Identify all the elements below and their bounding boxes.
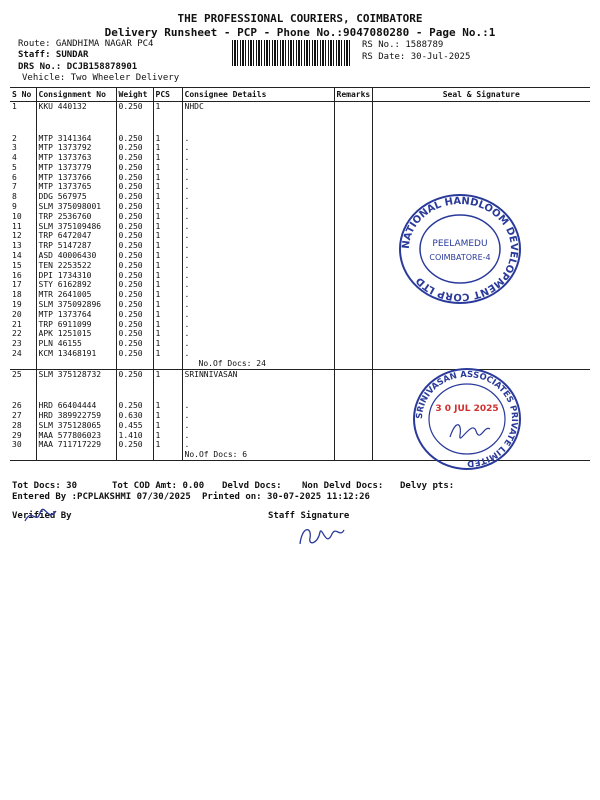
seal-center-line2: COIMBATORE-4 [429,253,491,262]
consignment-cell: SLM 375098001 [36,202,116,212]
table-row [10,173,590,183]
sno-cell: 3 [12,143,17,153]
sno-cell: 1 [12,102,17,111]
weight-cell: 0.250 [116,320,153,330]
seal-cell [372,173,590,183]
sno-cell: 29 [12,430,22,440]
consignment-cell: MTP 1373792 [36,143,116,153]
seal-cell [372,102,590,134]
consignment-cell: APK 1251015 [36,329,116,339]
sno-cell: 22 [12,329,22,339]
remarks-cell [334,329,372,339]
sno-cell: 4 [12,153,17,163]
consignment-cell: KCM 13468191 [36,349,116,359]
seal-cell [372,329,590,339]
pcs-cell: 1 [153,271,182,281]
sno-cell: 27 [12,410,22,420]
weight-cell: 0.250 [116,251,153,261]
consignment-cell: KKU 440132 [36,102,116,134]
route-label: Route: GANDHIMA NAGAR PC4 [18,39,154,49]
nhdc-seal-stamp [395,190,525,308]
pcs-cell: 1 [153,173,182,183]
remarks-cell [334,251,372,261]
weight-cell: 0.250 [116,440,153,450]
pcs-cell: 1 [153,310,182,320]
consignee-cell: . [182,222,334,232]
pcs-cell: 1 [153,241,182,251]
consignee-cell: . [182,163,334,173]
pcs-cell: 1 [153,143,182,153]
consignment-cell: TEN 2253522 [36,261,116,271]
remarks-cell [334,261,372,271]
consignment-cell: DPI 1734310 [36,271,116,281]
stamp2-ring-text: SRINIVASAN ASSOCIATES PRIVATE LIMITED [414,369,520,469]
sno-cell: 19 [12,300,22,310]
seal-cell [372,349,590,359]
remarks-cell [334,339,372,349]
summary-blank-cell [116,359,153,369]
consignment-cell: HRD 389922759 [36,411,116,421]
remarks-cell [334,349,372,359]
non-delvd-docs: Non Delvd Docs: [302,481,384,491]
consignee-cell: . [182,173,334,183]
consignee-cell: . [182,290,334,300]
pcs-cell: 1 [153,261,182,271]
remarks-cell [334,173,372,183]
pcs-cell: 1 [153,182,182,192]
remarks-cell [334,182,372,192]
consignee-cell: . [182,271,334,281]
staff-signature [296,522,348,550]
sno-cell: 2 [12,133,17,143]
drs-label: DRS No.: DCJB158878901 [18,62,138,72]
consignee-cell: . [182,440,334,450]
sno-cell: 10 [12,211,22,221]
sno-cell: 12 [12,231,22,241]
weight-cell: 0.250 [116,134,153,144]
pcs-cell: 1 [153,411,182,421]
sno-cell: 23 [12,339,22,349]
consignee-cell: . [182,241,334,251]
col-remarks: Remarks [334,88,372,102]
delvy-pts: Delvy pts: [400,481,455,491]
consignee-cell: . [182,310,334,320]
pcs-cell: 1 [153,280,182,290]
col-sno: S No [10,88,36,102]
sno-cell: 18 [12,290,22,300]
weight-cell: 0.250 [116,102,153,134]
pcs-cell: 1 [153,231,182,241]
table-row [10,349,590,359]
weight-cell: 0.250 [116,143,153,153]
consignee-cell: . [182,231,334,241]
weight-cell: 0.250 [116,173,153,183]
consignee-cell: . [182,349,334,359]
consignee-cell: NHDC [182,102,334,134]
seal-cell [372,163,590,173]
seal-ring-text: NATIONAL HANDLOOM DEVELOPMENT CORP LTD [400,195,520,303]
consignment-cell: MTR 2641005 [36,290,116,300]
consignee-cell: . [182,261,334,271]
summary-blank-cell [334,450,372,460]
remarks-cell [334,222,372,232]
weight-cell: 0.250 [116,329,153,339]
weight-cell: 0.250 [116,271,153,281]
remarks-cell [334,411,372,421]
weight-cell: 0.250 [116,401,153,411]
weight-cell: 0.250 [116,163,153,173]
sno-cell: 5 [12,162,17,172]
consignee-cell: . [182,143,334,153]
seal-center-line1: PEELAMEDU [432,239,488,249]
rs-date-label: RS Date: 30-Jul-2025 [362,52,471,62]
consignment-cell: MAA 711717229 [36,440,116,450]
consignment-cell: SLM 375092896 [36,300,116,310]
remarks-cell [334,320,372,330]
weight-cell: 0.455 [116,421,153,431]
consignment-cell: MTP 1373765 [36,182,116,192]
table-row [10,339,590,349]
consignment-cell: HRD 66404444 [36,401,116,411]
stamp2-date: 3 0 JUL 2025 [435,404,499,414]
pcs-cell: 1 [153,202,182,212]
pcs-cell: 1 [153,440,182,450]
sno-cell: 26 [12,401,22,411]
consignment-cell: SLM 375128732 [36,369,116,401]
consignee-cell: . [182,212,334,222]
sno-cell: 6 [12,172,17,182]
remarks-cell [334,421,372,431]
pcs-cell: 1 [153,421,182,431]
vehicle-label: Vehicle: Two Wheeler Delivery [22,73,180,83]
consignee-cell: . [182,320,334,330]
remarks-cell [334,440,372,450]
weight-cell: 0.250 [116,349,153,359]
remarks-cell [334,212,372,222]
sno-cell: 20 [12,309,22,319]
pcs-cell: 1 [153,134,182,144]
printed-on: Printed on: 30-07-2025 11:12:26 [202,492,370,502]
weight-cell: 0.250 [116,339,153,349]
consignment-cell: DDG 567975 [36,192,116,202]
consignee-cell: . [182,401,334,411]
consignee-cell: . [182,421,334,431]
stamp2-signature [450,425,490,438]
barcode [232,40,352,66]
consignment-cell: MAA 577806023 [36,431,116,441]
remarks-cell [334,202,372,212]
table-row [10,310,590,320]
sno-cell: 17 [12,280,22,290]
table-row [10,320,590,330]
consignee-cell: . [182,182,334,192]
consignment-cell: TRP 5147287 [36,241,116,251]
consignment-cell: TRP 2536760 [36,212,116,222]
pcs-cell: 1 [153,431,182,441]
consignee-cell: . [182,431,334,441]
consignment-cell: SLM 375128065 [36,421,116,431]
weight-cell: 0.250 [116,222,153,232]
consignee-cell: . [182,153,334,163]
remarks-cell [334,290,372,300]
col-weight: Weight [116,88,153,102]
seal-cell [372,134,590,144]
remarks-cell [334,102,372,134]
weight-cell: 0.250 [116,231,153,241]
sno-cell: 30 [12,440,22,450]
remarks-cell [334,143,372,153]
weight-cell: 0.250 [116,192,153,202]
weight-cell: 0.630 [116,411,153,421]
consignee-cell: . [182,134,334,144]
table-row [10,143,590,153]
pcs-cell: 1 [153,192,182,202]
pcs-cell: 1 [153,153,182,163]
sno-cell: 7 [12,182,17,192]
staff-label: Staff: SUNDAR [18,50,89,60]
no-of-docs: No.Of Docs: 6 [182,450,334,460]
weight-cell: 1.410 [116,431,153,441]
delvd-docs: Delvd Docs: [222,481,282,491]
remarks-cell [334,280,372,290]
sno-cell: 16 [12,270,22,280]
seal-cell [372,153,590,163]
consignment-cell: SLM 375109486 [36,222,116,232]
pcs-cell: 1 [153,369,182,401]
remarks-cell [334,231,372,241]
consignment-cell: ASD 40006430 [36,251,116,261]
consignment-cell: PLN 46155 [36,339,116,349]
pcs-cell: 1 [153,212,182,222]
remarks-cell [334,310,372,320]
tot-cod: Tot COD Amt: 0.00 [112,481,205,491]
weight-cell: 0.250 [116,241,153,251]
table-header-row [10,88,590,102]
pcs-cell: 1 [153,290,182,300]
summary-blank-cell [334,359,372,369]
consignment-cell: MTP 3141364 [36,134,116,144]
weight-cell: 0.250 [116,280,153,290]
sno-cell: 13 [12,241,22,251]
col-consignee: Consignee Details [182,88,334,102]
no-of-docs: No.Of Docs: 24 [182,359,334,369]
col-seal: Seal & Signature [372,88,590,102]
sno-cell: 8 [12,192,17,202]
weight-cell: 0.250 [116,153,153,163]
summary-blank-cell [36,450,116,460]
verified-by: Verified By [12,511,72,521]
sno-cell: 11 [12,221,22,231]
seal-cell [372,320,590,330]
consignee-cell: . [182,300,334,310]
summary-blank-cell [116,450,153,460]
weight-cell: 0.250 [116,300,153,310]
remarks-cell [334,300,372,310]
col-consignment: Consignment No [36,88,116,102]
seal-cell [372,310,590,320]
summary-blank-cell [153,450,182,460]
consignee-cell: SRINNIVASAN [182,369,334,401]
sno-cell: 25 [12,369,22,379]
pcs-cell: 1 [153,329,182,339]
weight-cell: 0.250 [116,261,153,271]
consignment-cell: MTP 1373764 [36,310,116,320]
seal-cell [372,143,590,153]
consignee-cell: . [182,202,334,212]
consignment-cell: STY 6162892 [36,280,116,290]
sno-cell: 9 [12,202,17,212]
sno-cell: 24 [12,349,22,359]
remarks-cell [334,369,372,401]
pcs-cell: 1 [153,163,182,173]
sno-cell: 28 [12,420,22,430]
verifier-signature [22,505,62,527]
pcs-cell: 1 [153,300,182,310]
consignment-cell: MTP 1373766 [36,173,116,183]
staff-signature-label: Staff Signature [268,511,350,521]
consignee-cell: . [182,251,334,261]
remarks-cell [334,163,372,173]
srinivasan-seal-stamp [410,365,525,473]
pcs-cell: 1 [153,102,182,134]
summary-blank-cell [153,359,182,369]
remarks-cell [334,431,372,441]
pcs-cell: 1 [153,339,182,349]
remarks-cell [334,401,372,411]
pcs-cell: 1 [153,401,182,411]
consignee-cell: . [182,192,334,202]
consignee-cell: . [182,329,334,339]
company-title: THE PROFESSIONAL COURIERS, COIMBATORE [177,12,423,25]
table-row [10,102,590,134]
remarks-cell [334,241,372,251]
remarks-cell [334,192,372,202]
remarks-cell [334,271,372,281]
table-row [10,153,590,163]
seal-cell [372,339,590,349]
sno-cell: 15 [12,260,22,270]
summary-blank-cell [10,359,36,369]
col-pcs: PCS [153,88,182,102]
consignment-cell: TRP 6472047 [36,231,116,241]
weight-cell: 0.250 [116,212,153,222]
consignee-cell: . [182,411,334,421]
remarks-cell [334,134,372,144]
svg-text:SRINIVASAN ASSOCIATES PRIVATE [415,370,519,468]
runsheet-title: Delivery Runsheet - PCP - Phone No.:9047080280 - Page No.:1 [104,26,496,39]
pcs-cell: 1 [153,251,182,261]
pcs-cell: 1 [153,222,182,232]
weight-cell: 0.250 [116,290,153,300]
table-row [10,329,590,339]
summary-blank-cell [36,359,116,369]
tot-docs: Tot Docs: 30 [12,481,78,491]
sno-cell: 21 [12,319,22,329]
consignment-cell: MTP 1373763 [36,153,116,163]
pcs-cell: 1 [153,320,182,330]
table-row [10,163,590,173]
pcs-cell: 1 [153,349,182,359]
weight-cell: 0.250 [116,202,153,212]
entered-by: Entered By :PCPLAKSHMI 07/30/2025 [12,492,191,502]
consignee-cell: . [182,339,334,349]
weight-cell: 0.250 [116,310,153,320]
weight-cell: 0.250 [116,182,153,192]
sno-cell: 14 [12,251,22,261]
table-row [10,134,590,144]
rs-no-label: RS No.: 1588789 [362,40,444,50]
summary-blank-cell [10,450,36,460]
weight-cell: 0.250 [116,369,153,401]
remarks-cell [334,153,372,163]
consignment-cell: TRP 6911099 [36,320,116,330]
consignee-cell: . [182,280,334,290]
consignment-cell: MTP 1373779 [36,163,116,173]
